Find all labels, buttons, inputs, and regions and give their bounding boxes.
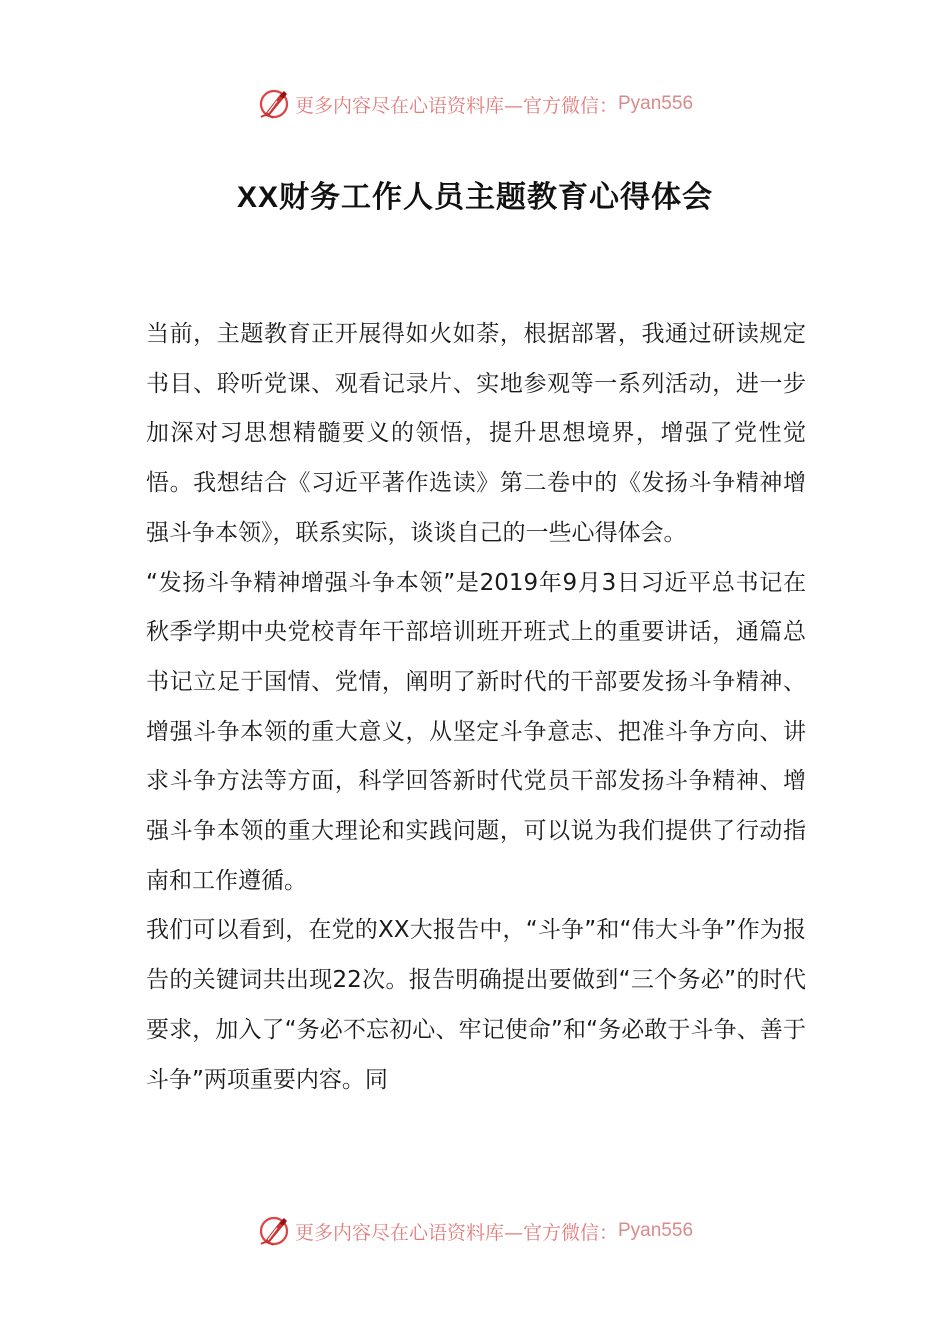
header-banner-text: 更多内容尽在心语资料库—官方微信： [294, 94, 618, 117]
footer-banner [0, 1211, 950, 1251]
footer-banner-text: 更多内容尽在心语资料库—官方微信： [294, 1221, 618, 1244]
header-banner [0, 84, 950, 124]
paragraph-1: 当前，主题教育正开展得如火如荼，根据部署，我通过研读规定书目、聆听党课、观看记录片、实地参观等一系列活动，进一步加深对习思想精髓要义的领悟，提升思想境界，增强了党性觉悟。我想结合《习近平著作选读》第二卷中的《发扬斗争精神增强斗争本领》，联系实际，谈谈自己的一些心得体会。 [146, 321, 806, 546]
document-body [146, 310, 806, 1105]
pen-nib-logo-icon [257, 87, 291, 121]
paragraph-2: “发扬斗争精神增强斗争本领”是2019年9月3日习近平总书记在秋季学期中央党校青年干部培训班开班式上的重要讲话，通篇总书记立足于国情、党情，阐明了新时代的干部要发扬斗争精神、增强斗争本领的重大意义，从坚定斗争意志、把准斗争方向、讲求斗争方法等方面，科学回答新时代党员干部发扬斗争精神、增强斗争本领的重大理论和实践问题，可以说为我们提供了行动指南和工作遵循。 [146, 569, 806, 894]
paragraph-3: 我们可以看到，在党的XX大报告中，“斗争”和“伟大斗争”作为报告的关键词共出现22次。报告明确提出要做到“三个务必”的时代要求，加入了“务必不忘初心、牢记使命”和“务必敢于斗争、善于斗争”两项重要内容。同 [146, 917, 806, 1093]
pen-nib-logo-icon [257, 1214, 291, 1248]
footer-wechat-id: Pyan556 [618, 1220, 694, 1241]
page-title: XX财务工作人员主题教育心得体会 [236, 181, 714, 214]
header-wechat-id: Pyan556 [618, 93, 694, 114]
